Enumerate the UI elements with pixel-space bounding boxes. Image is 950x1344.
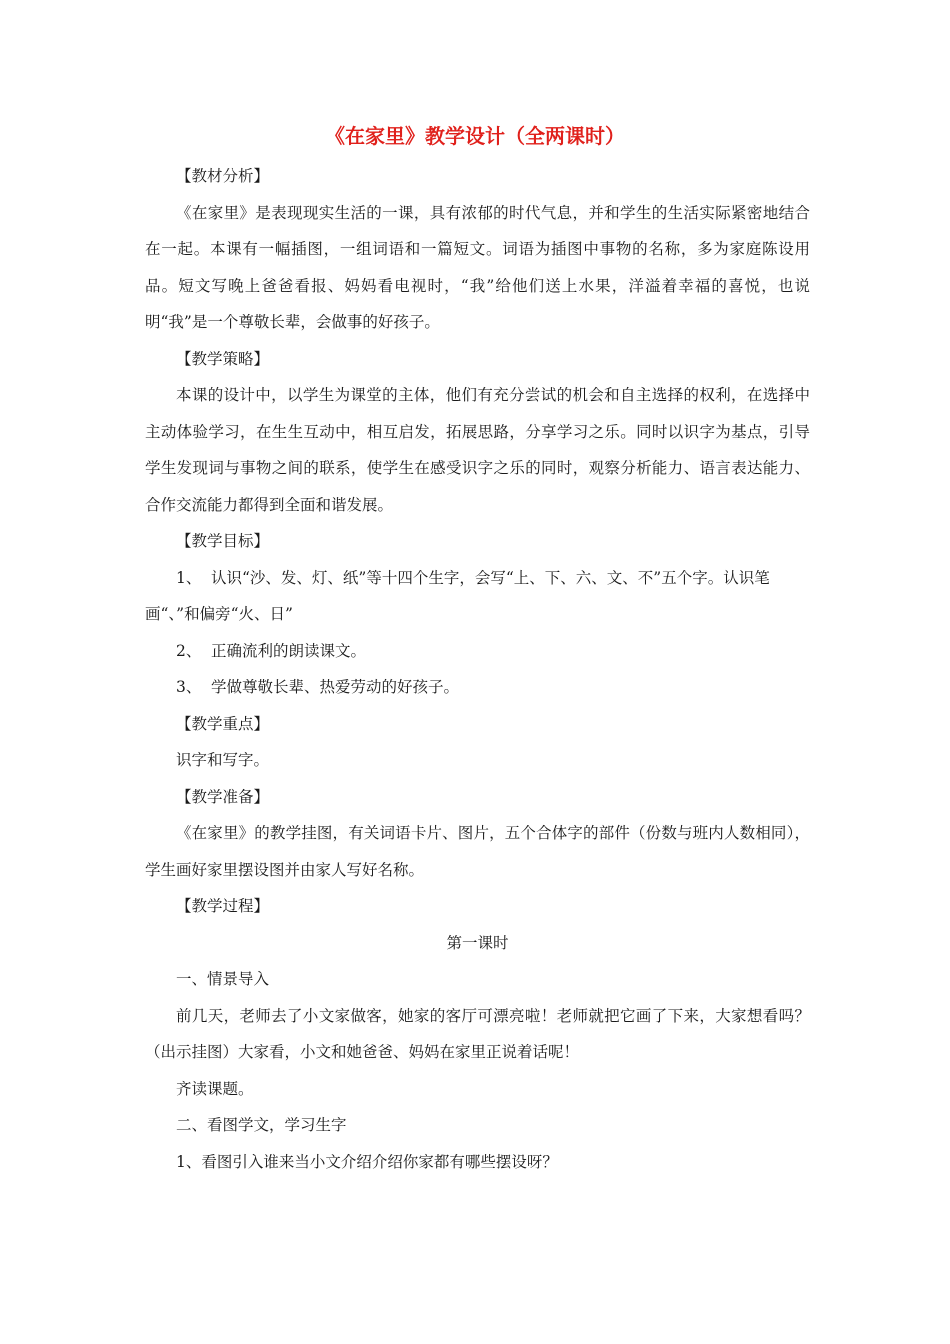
lesson-one-title: 第一课时 [446, 933, 509, 952]
document-title: 《在家里》教学设计（全两课时） [325, 124, 625, 148]
section-heading-preparation: 【教学准备】 [176, 787, 270, 806]
key-points-text: 识字和写字。 [176, 751, 270, 769]
goal-item-text: 学做尊敬长辈、热爱劳动的好孩子。 [211, 678, 460, 696]
section-heading-material-analysis: 【教材分析】 [176, 167, 270, 185]
teaching-strategy-paragraph: 本课的设计中，以学生为课堂的主体，他们有充分尝试的机会和自主选择的权利，在选择中主动体验学习，在生生互动中，相互启发，拓展思路，分享学习之乐。同时以识字为基点，引导学生发现词与事物之间的联系，使学生在感受识字之乐的同时，观察分析能力、语言表达能力、合作交流能力都得到全面和谐发展。 [145, 386, 810, 514]
material-analysis-paragraph: 《在家里》是表现现实生活的一课，具有浓郁的时代气息，并和学生的生活实际紧密地结合在一起。本课有一幅插图，一组词语和一篇短文。词语为插图中事物的名称，多为家庭陈设用品。短文写晚上爸爸看报、妈妈看电视时，“我”给他们送上水果，洋溢着幸福的喜悦，也说明“我”是一个尊敬长辈，会做事的好孩子。 [145, 203, 810, 331]
step-two-item: 1、看图引入谁来当小文介绍介绍你家都有哪些摆设呀？ [176, 1152, 558, 1171]
goal-item [145, 633, 810, 670]
document-body [145, 158, 810, 1180]
section-heading-process: 【教学过程】 [176, 897, 270, 915]
preparation-paragraph: 《在家里》的教学挂图，有关词语卡片、图片，五个合体字的部件（份数与班内人数相同），学生画好家里摆设图并由家人写好名称。 [145, 824, 810, 879]
section-heading-key-points: 【教学重点】 [176, 714, 270, 733]
step-two-heading: 二、看图学文，学习生字 [176, 1116, 347, 1134]
step-one-paragraph: 前几天，老师去了小文家做客，她家的客厅可漂亮啦！老师就把它画了下来，大家想看吗？（出示挂图）大家看，小文和她爸爸、妈妈在家里正说着话呢！ [145, 1006, 810, 1061]
read-title-line: 齐读课题。 [176, 1079, 254, 1098]
goal-item-number: 1、 [176, 568, 202, 587]
goal-item-text: 认识“沙、发、灯、纸”等十四个生字，会写“上、下、六、文、不”五个字。认识笔画“、”和偏旁“火、日” [145, 568, 770, 623]
goal-item-number: 3、 [176, 678, 202, 696]
goal-item-text: 正确流利的朗读课文。 [211, 641, 367, 660]
goal-item [145, 560, 810, 633]
goal-item-number: 2、 [176, 641, 202, 660]
step-one-heading: 一、情景导入 [176, 970, 270, 988]
section-heading-teaching-goals: 【教学目标】 [176, 532, 270, 550]
goal-item [145, 669, 810, 706]
section-heading-teaching-strategy: 【教学策略】 [176, 349, 270, 368]
